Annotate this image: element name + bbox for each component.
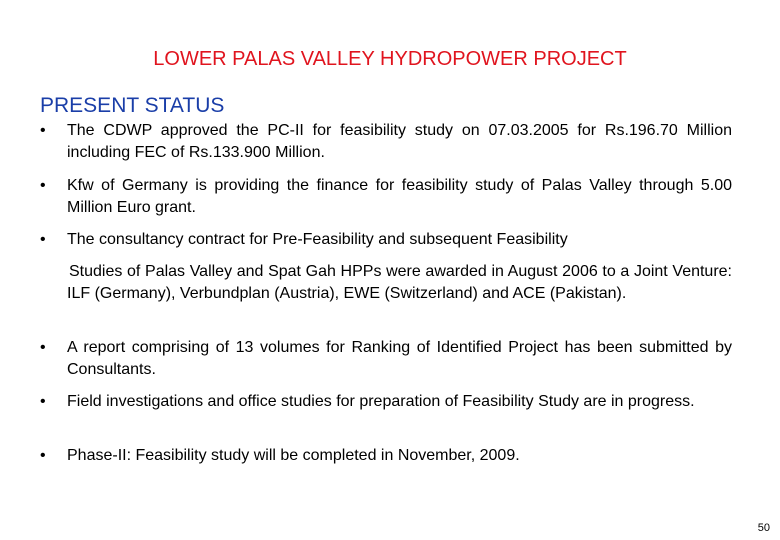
section-heading: PRESENT STATUS <box>40 94 225 117</box>
bullet-icon: • <box>40 393 46 410</box>
bullet-item <box>40 337 732 381</box>
slide-title: LOWER PALAS VALLEY HYDROPOWER PROJECT <box>153 48 627 70</box>
bullet-text: A report comprising of 13 volumes for Ranking of Identified Project has been submitted by Consultants. <box>67 339 732 378</box>
bullet-text: The consultancy contract for Pre-Feasibility and subsequent Feasibility <box>67 231 568 248</box>
bullet-text: Field investigations and office studies for preparation of Feasibility Study are in progress. <box>67 393 695 410</box>
bullet-item <box>40 445 732 467</box>
bullet-icon: • <box>40 177 46 194</box>
bullet-text: The CDWP approved the PC-II for feasibility study on 07.03.2005 for Rs.196.70 Million including FEC of Rs.133.900 Million. <box>67 122 732 161</box>
bullet-item <box>40 120 732 164</box>
bullet-text: Phase-II: Feasibility study will be completed in November, 2009. <box>67 447 520 464</box>
bullet-icon: • <box>40 122 46 139</box>
bullet-item <box>40 175 732 219</box>
bullet-icon: • <box>40 339 46 356</box>
bullet-icon: • <box>40 231 46 248</box>
page-number: 50 <box>757 522 770 534</box>
bullet-icon: • <box>40 447 46 464</box>
bullet-item <box>40 229 732 251</box>
bullet-continuation: Studies of Palas Valley and Spat Gah HPPs were awarded in August 2006 to a Joint Venture: ILF (Germany), Verbundplan (Austria), EWE (Switzerland) and ACE (Pakistan). <box>67 263 732 302</box>
bullet-text: Kfw of Germany is providing the finance for feasibility study of Palas Valley through 5.00 Million Euro grant. <box>67 177 732 216</box>
bullet-item <box>40 391 732 413</box>
